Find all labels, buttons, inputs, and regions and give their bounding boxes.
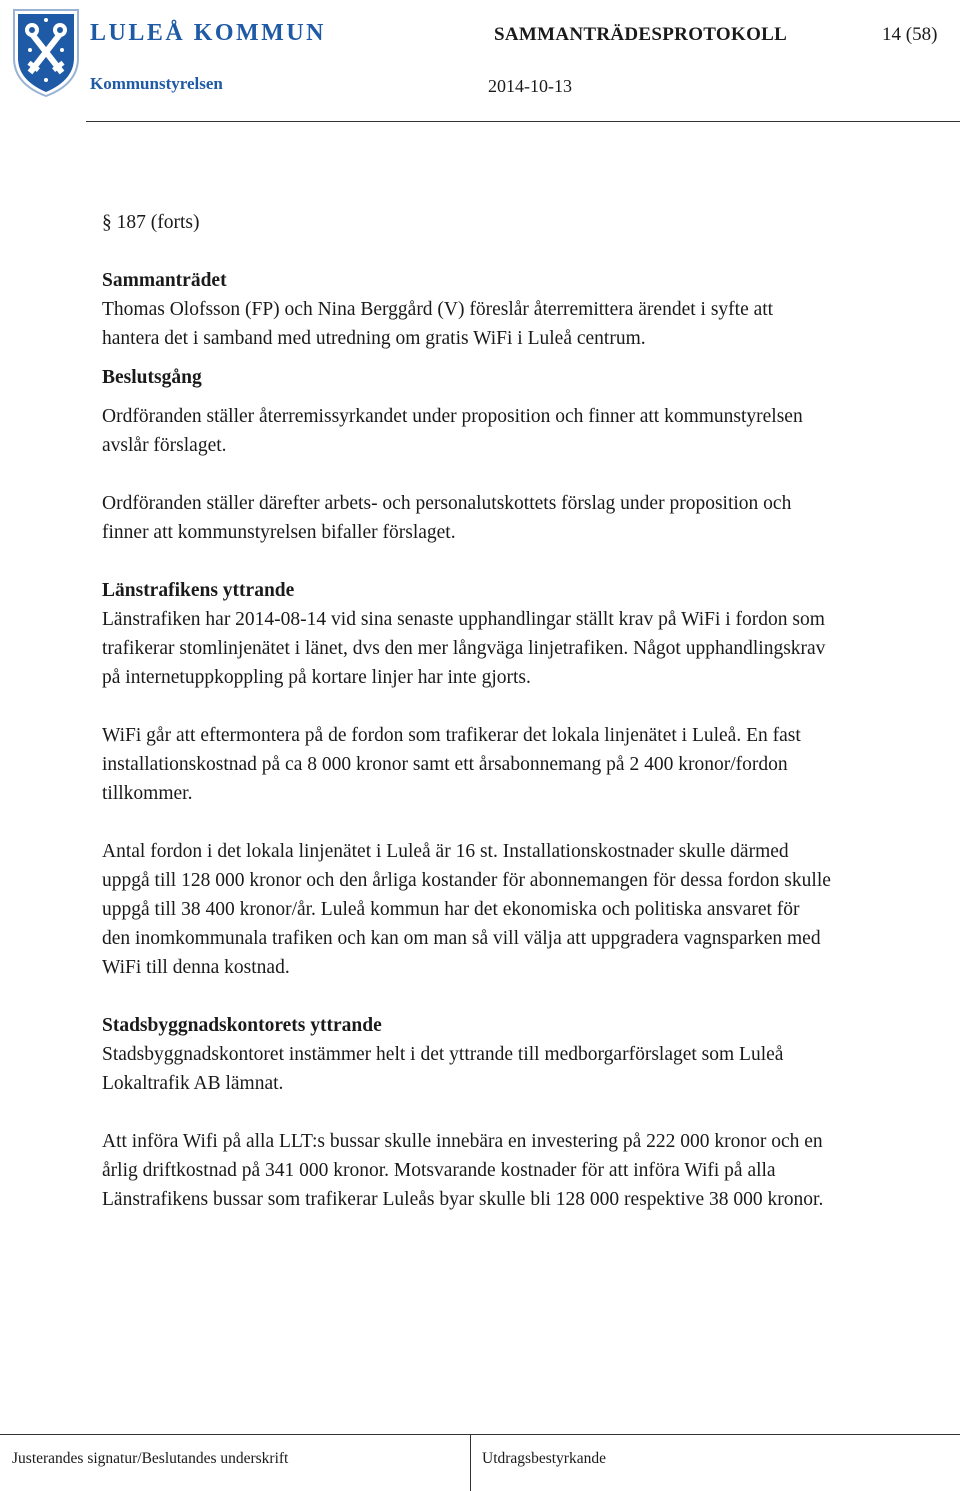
signature-label: Justerandes signatur/Beslutandes underskrift bbox=[12, 1450, 289, 1467]
lulea-coat-of-arms-icon bbox=[8, 6, 84, 98]
header-divider bbox=[86, 121, 960, 122]
section-title bbox=[102, 208, 832, 237]
sammantradet-heading: Sammanträdet bbox=[102, 270, 227, 291]
footer-divider bbox=[0, 1434, 960, 1435]
org-name: LULEÅ KOMMUN bbox=[90, 20, 326, 46]
paragraph-mark: § bbox=[102, 212, 112, 233]
lanstrafiken-text-1: Länstrafiken har 2014-08-14 vid sina senaste upphandlingar ställt krav på WiFi i fordon som trafikerar stomlinjenätet i länet, dvs den mer långväga linjetrafiken. Något upphandlingskrav på internetuppkoppling på kortare linjer har inte gjorts. bbox=[102, 609, 826, 688]
department-name: Kommunstyrelsen bbox=[90, 74, 223, 93]
document-date: 2014-10-13 bbox=[488, 76, 572, 96]
lanstrafiken-text-2: WiFi går att eftermontera på de fordon som trafikerar det lokala linjenätet i Luleå. En fast installationskostnad på ca 8 000 kronor samt ett årsabonnemang på 2 400 kronor/fordon tillkommer. bbox=[102, 725, 801, 804]
document-type: SAMMANTRÄDESPROTOKOLL bbox=[494, 24, 788, 45]
stadsbyggnad-text-1: Stadsbyggnadskontoret instämmer helt i det yttrande till medborgarförslaget som Luleå Lokaltrafik AB lämnat. bbox=[102, 1044, 784, 1094]
lanstrafiken-text-3: Antal fordon i det lokala linjenätet i Luleå är 16 st. Installationskostnader skulle därmed uppgå till 128 000 kronor och den årliga kostander för abonnemangen för dessa fordon skulle uppgå till 38 400 kronor/år. Luleå kommun har det ekonomiska och politiska ansvaret för den inomkommunala trafiken och kan om man så vill välja att uppgradera vagnsparken med WiFi till denna kostnad. bbox=[102, 841, 831, 978]
sammantradet-text: Thomas Olofsson (FP) och Nina Berggård (V) föreslår återremittera ärendet i syfte att hantera det i samband med utredning om gratis WiFi i Luleå centrum. bbox=[102, 299, 774, 349]
lanstrafiken-heading: Länstrafikens yttrande bbox=[102, 580, 295, 601]
beslutsgang-text-1: Ordföranden ställer återremissyrkandet under proposition och finner att kommunstyrelsen avslår förslaget. bbox=[102, 406, 803, 456]
certification-label: Utdragsbestyrkande bbox=[482, 1450, 606, 1467]
footer-column-divider bbox=[470, 1435, 471, 1491]
beslutsgang-heading: Beslutsgång bbox=[102, 367, 202, 388]
document-body bbox=[102, 208, 832, 1214]
beslutsgang-text-2: Ordföranden ställer därefter arbets- och personalutskottets förslag under proposition och finner att kommunstyrelsen bifaller förslaget. bbox=[102, 493, 792, 543]
section-number: 187 (forts) bbox=[116, 212, 200, 233]
page-number: 14 (58) bbox=[882, 24, 938, 45]
stadsbyggnad-heading: Stadsbyggnadskontorets yttrande bbox=[102, 1015, 382, 1036]
stadsbyggnad-text-2: Att införa Wifi på alla LLT:s bussar skulle innebära en investering på 222 000 kronor och en årlig driftkostnad på 341 000 kronor. Motsvarande kostnader för att införa Wifi på alla Länstrafikens bussar som trafikerar Luleås byar skulle bli 128 000 respektive 38 000 kronor. bbox=[102, 1131, 824, 1210]
